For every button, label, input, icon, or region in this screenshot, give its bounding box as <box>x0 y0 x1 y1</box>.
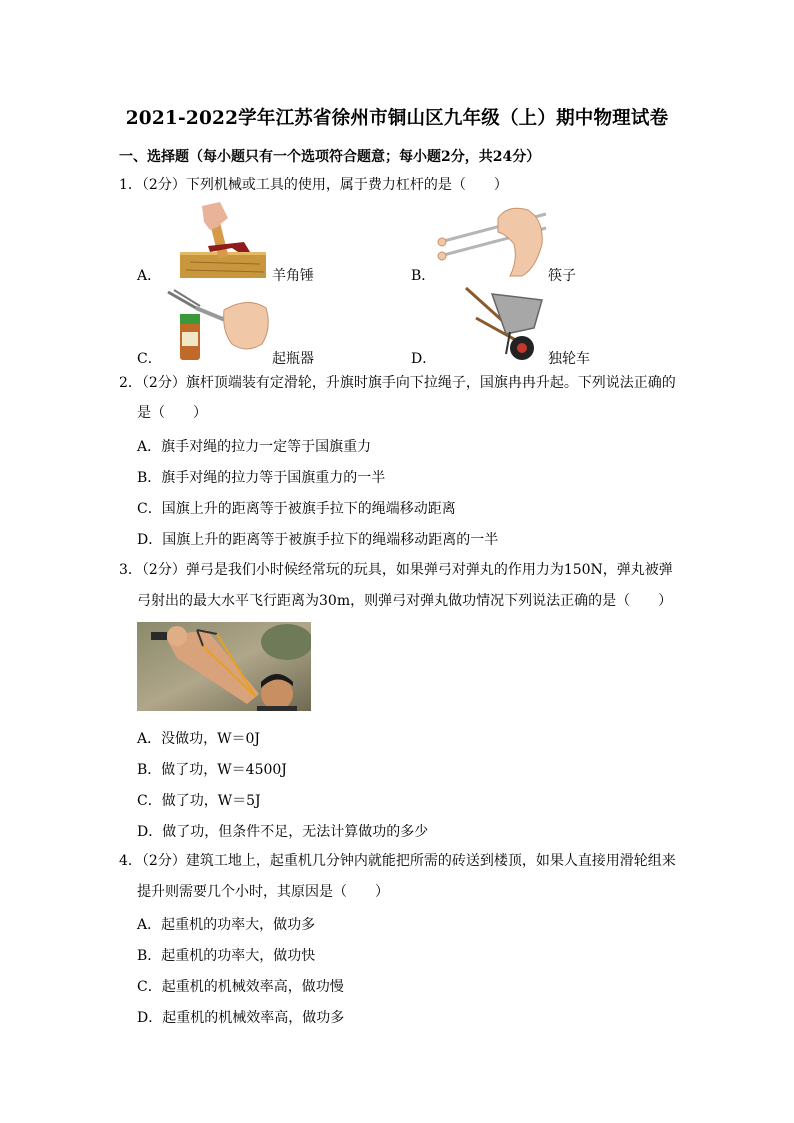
q4-option-d: D．起重机的机械效率高，做功多 <box>137 1010 345 1026</box>
q3-option-a: A．没做功，W＝0J <box>137 731 261 747</box>
hammer-icon <box>180 200 270 278</box>
section-heading: 一、选择题（每小题只有一个选项符合题意；每小题2分，共24分） <box>119 149 541 165</box>
q1-option-d-letter: D． <box>411 351 437 367</box>
q1-option-a-letter: A． <box>137 268 162 284</box>
wheelbarrow-icon <box>436 284 548 364</box>
q1-option-b-caption: 筷子 <box>548 268 576 284</box>
q1-option-c-letter: C． <box>137 351 162 367</box>
slingshot-photo <box>137 622 311 711</box>
q2-option-a: A．旗手对绳的拉力一定等于国旗重力 <box>137 439 372 455</box>
q4-stem-line1: 4．（2分）建筑工地上，起重机几分钟内就能把所需的砖送到楼顶，如果人直接用滑轮组来 <box>119 853 676 869</box>
q4-option-a: A．起重机的功率大，做功多 <box>137 917 316 933</box>
q3-option-b: B．做了功，W＝4500J <box>137 762 287 778</box>
q1-option-b-letter: B． <box>411 268 436 284</box>
q1-option-d-caption: 独轮车 <box>548 351 590 367</box>
q2-option-d: D．国旗上升的距离等于被旗手拉下的绳端移动距离的一半 <box>137 532 499 548</box>
q3-option-d: D．做了功，但条件不足，无法计算做功的多少 <box>137 824 429 840</box>
q3-option-c: C．做了功，W＝5J <box>137 793 261 809</box>
q1-option-a-caption: 羊角锤 <box>272 268 314 284</box>
q1-stem: 1．（2分）下列机械或工具的使用，属于费力杠杆的是（ ） <box>119 177 508 193</box>
q2-option-b: B．旗手对绳的拉力等于国旗重力的一半 <box>137 470 386 486</box>
q4-option-c: C．起重机的机械效率高，做功慢 <box>137 979 344 995</box>
q1-option-c-caption: 起瓶器 <box>272 351 314 367</box>
chopsticks-icon <box>436 204 548 278</box>
q3-stem-line2: 弓射出的最大水平飞行距离为30m，则弹弓对弹丸做功情况下列说法正确的是（ ） <box>137 593 673 609</box>
q4-stem-line2: 提升则需要几个小时，其原因是（ ） <box>137 884 389 900</box>
q2-stem-line2: 是（ ） <box>137 405 207 421</box>
q4-option-b: B．起重机的功率大，做功快 <box>137 948 316 964</box>
q2-stem-line1: 2．（2分）旗杆顶端装有定滑轮，升旗时旗手向下拉绳子，国旗冉冉升起。下列说法正确的 <box>119 375 676 391</box>
page-title: 2021-2022学年江苏省徐州市铜山区九年级（上）期中物理试卷 <box>125 108 669 129</box>
bottle-opener-icon <box>160 288 272 360</box>
q3-stem-line1: 3．（2分）弹弓是我们小时候经常玩的玩具，如果弹弓对弹丸的作用力为150N，弹丸被弹 <box>119 562 673 578</box>
q2-option-c: C．国旗上升的距离等于被旗手拉下的绳端移动距离 <box>137 501 456 517</box>
